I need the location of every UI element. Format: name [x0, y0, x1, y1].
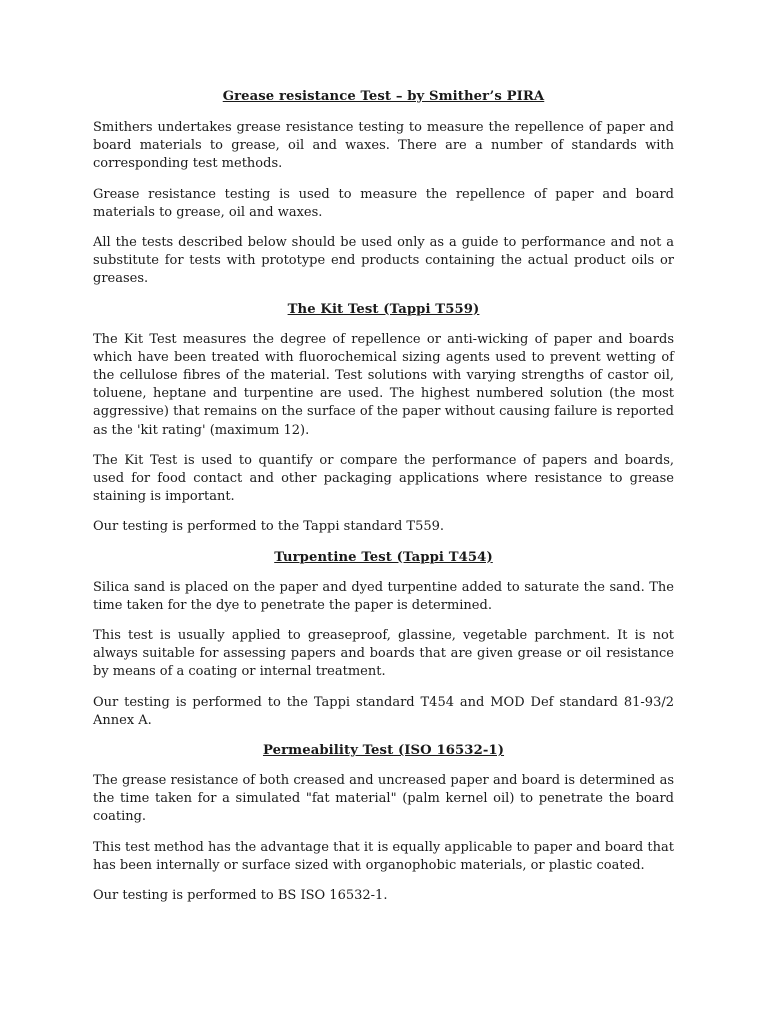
kit-test-paragraph: Our testing is performed to the Tappi standard T559. [93, 519, 445, 535]
turpentine-test-paragraph: This test is usually applied to greaseproof, glassine, vegetable parchment. It is not always suitable for assessing papers and boards that are given grease or oil resistance by means of a coating or internal treatment. [93, 628, 674, 680]
turpentine-test-paragraph: Silica sand is placed on the paper and dyed turpentine added to saturate the sand. The time taken for the dye to penetrate the paper is determined. [93, 579, 674, 613]
document-body [93, 88, 674, 917]
permeability-test-paragraph: Our testing is performed to BS ISO 16532-1. [93, 888, 388, 904]
intro-paragraph: All the tests described below should be used only as a guide to performance and not a substitute for tests with prototype end products containing the actual product oils or greases. [93, 235, 674, 287]
kit-test-paragraph: The Kit Test measures the degree of repellence or anti-wicking of paper and boards which have been treated with fluorochemical sizing agents used to prevent wetting of the cellulose fibres of the material. Test solutions with varying strengths of castor oil, toluene, heptane and turpentine are used. The highest numbered solution (the most aggressive) that remains on the surface of the paper without causing failure is reported as the 'kit rating' (maximum 12). [93, 331, 674, 438]
section-heading-permeability-test: Permeability Test (ISO 16532-1) [262, 743, 505, 759]
turpentine-test-paragraph: Our testing is performed to the Tappi standard T454 and MOD Def standard 81-93/2 Annex A. [93, 694, 674, 728]
intro-paragraph: Smithers undertakes grease resistance testing to measure the repellence of paper and board materials to grease, oil and waxes. There are a number of standards with corresponding test methods. [93, 120, 674, 172]
document-title: Grease resistance Test – by Smither’s PIRA [222, 89, 545, 104]
section-heading-turpentine-test: Turpentine Test (Tappi T454) [274, 549, 493, 565]
permeability-test-paragraph: This test method has the advantage that it is equally applicable to paper and board that has been internally or surface sized with organophobic materials, or plastic coated. [93, 839, 674, 873]
intro-paragraph: Grease resistance testing is used to measure the repellence of paper and board materials to grease, oil and waxes. [93, 186, 674, 220]
section-heading-kit-test: The Kit Test (Tappi T559) [287, 301, 480, 317]
permeability-test-paragraph: The grease resistance of both creased and uncreased paper and board is determined as the time taken for a simulated "fat material" (palm kernel oil) to penetrate the board coating. [93, 773, 674, 825]
kit-test-paragraph: The Kit Test is used to quantify or compare the performance of papers and boards, used for food contact and other packaging applications where resistance to grease staining is important. [93, 452, 674, 505]
